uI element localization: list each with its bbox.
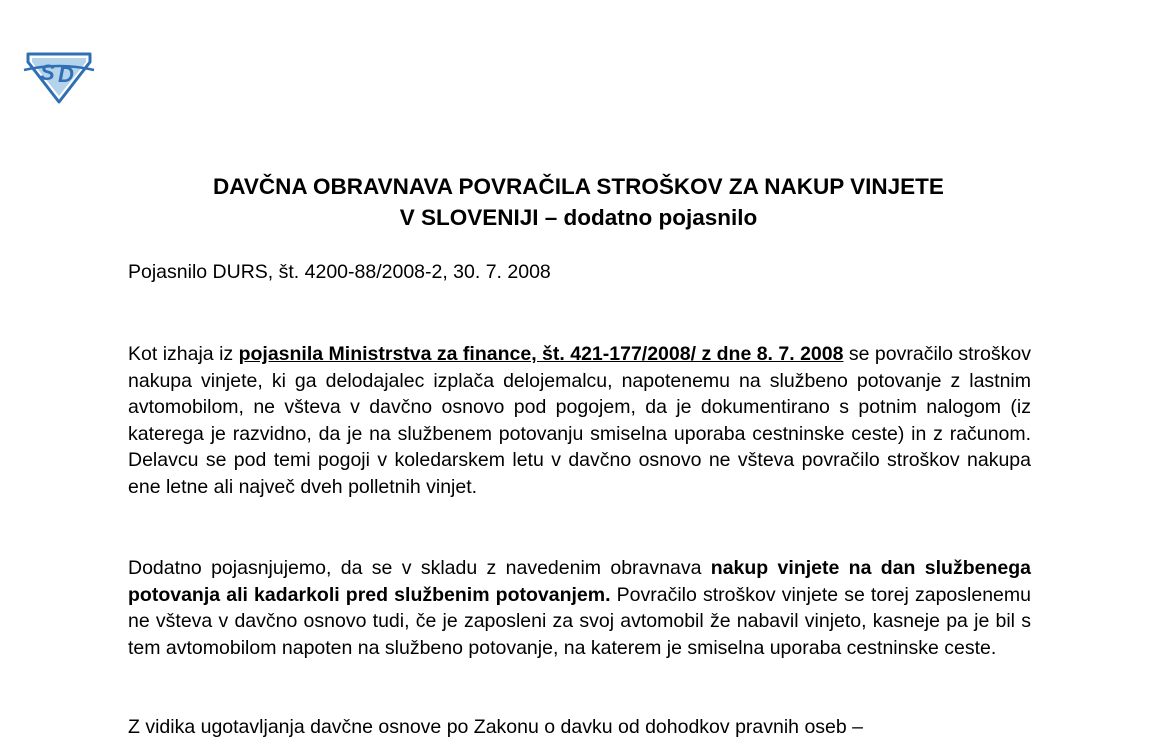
title-line-2: V SLOVENIJI – dodatno pojasnilo	[399, 205, 758, 230]
paragraph-2-intro: Dodatno pojasnjujemo, da se v skladu z navedenim obravnava	[128, 557, 711, 579]
paragraph-3-text: Z vidika ugotavljanja davčne osnove po Zakonu o davku od dohodkov pravnih oseb –	[128, 716, 863, 738]
svg-text:S: S	[40, 60, 55, 85]
sd-shield-logo-icon	[22, 48, 96, 104]
paragraph-3	[128, 714, 1031, 741]
paragraph-2	[128, 555, 1031, 661]
paragraph-1	[128, 341, 1031, 501]
svg-text:D: D	[58, 62, 74, 87]
paragraph-2-emphasis: nakup vinjete na dan službenega potovanja ali kadarkoli pred službenim potovanjem.	[128, 557, 1031, 606]
document-reference: Pojasnilo DURS, št. 4200-88/2008-2, 30. 7. 2008	[128, 261, 551, 283]
ministry-explanation-link[interactable]: pojasnila Ministrstva za finance, št. 421-177/2008/ z dne 8. 7. 2008	[238, 343, 844, 365]
title-line-1: DAVČNA OBRAVNAVA POVRAČILA STROŠKOV ZA NAKUP VINJETE	[213, 174, 944, 199]
paragraph-2-body: Povračilo stroškov vinjete se torej zaposlenemu ne všteva v davčno osnovo tudi, če je zaposleni za svoj avtomobil že nabavil vinjeto, kasneje pa je bil s tem avtomobilom napoten na službeno potovanje, na katerem je smiselna uporaba cestninske ceste.	[128, 583, 1031, 659]
company-logo	[22, 48, 96, 104]
paragraph-1-body: se povračilo stroškov nakupa vinjete, ki ga delodajalec izplača delojemalcu, napotenemu na službeno potovanje z lastnim avtomobilom, ne všteva v davčno osnovo pod pogojem, da je dokumentirano s potnim nalogom (iz katerega je razvidno, da je na službenem potovanju smiselna uporaba cestninske ceste) in z računom. Delavcu se pod temi pogoji v koledarskem letu v davčno osnovo ne všteva povračilo stroškov nakupa ene letne ali največ dveh polletnih vinjet.	[128, 343, 1031, 498]
paragraph-1-intro: Kot izhaja iz	[128, 343, 239, 365]
document-title	[0, 171, 1157, 233]
